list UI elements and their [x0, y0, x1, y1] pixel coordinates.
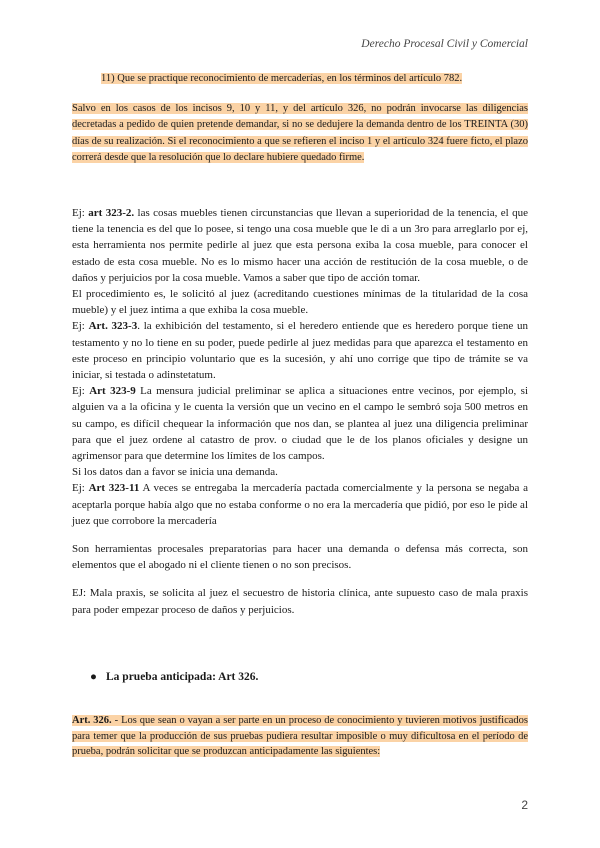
article-ref: Art 323-11: [88, 482, 140, 495]
salvo-paragraph: [72, 101, 528, 166]
paragraph-text: A veces se entregaba la mercadería pactada comercialmente y la persona se negaba a aceptarla porque había algo que no estaba conforme o no era la mercadería que pidió, por eso le pide al juez que corrobore la mercadería: [72, 482, 528, 527]
paragraph-mala-praxis: EJ: Mala praxis, se solicita al juez el secuestro de historia clínica, ante supuesto caso de mala praxis para poder empezar proceso de daños y perjuicios.: [72, 587, 528, 616]
paragraph-text: . la exhibición del testamento, si el heredero entiende que es heredero porque tiene un testamento y no lo tiene en su poder, puede pedirle al juez medidas para que aparezca el testamento en este proceso en principio voluntario que es la sucesión, y ahí uno corrige que tipo de trámite se va iniciar, si testada o adinstetatum.: [72, 320, 528, 382]
ej-prefix: Ej:: [72, 320, 89, 333]
paragraph-art-323-2: [72, 205, 528, 286]
ej-prefix: Ej:: [72, 482, 89, 495]
bullet-heading: [90, 671, 510, 683]
page-number: 2: [521, 798, 528, 812]
paragraph-art-323-11: [72, 480, 528, 529]
spacer: [72, 573, 528, 585]
art-326-highlight: [72, 715, 528, 757]
ej-prefix: Ej:: [72, 207, 89, 219]
article-ref: art 323-2.: [88, 207, 135, 219]
bullet-icon: ●: [90, 671, 97, 683]
article-ref: Art 323-9: [89, 385, 136, 398]
item-11-text: 11) Que se practique reconocimiento de mercaderías, en los términos del artículo 782.: [101, 73, 463, 84]
article-ref: Art. 323-3: [88, 320, 138, 333]
article-ref: Art. 326.: [72, 715, 112, 726]
paragraph-text: La mensura judicial preliminar se aplica a situaciones entre vecinos, por ejemplo, si alguien va a la oficina y le cuenta la versión que un vecino en el campo le sembró soja 500 metros en su campo, es difícil chequear la información que nos dan, se plantea al juez una diligencia preliminar para que el juez ordene al catastro de prov. o ciudad que le de los planos oficiales y designe un agrimensor para que determine los límites de los campos.: [72, 385, 528, 463]
art-326-text: - Los que sean o vayan a ser parte en un proceso de conocimiento y tuvieren motivos justificados para temer que la producción de sus pruebas pudiera resultar imposible o muy dificultosa en el período de prueba, podrán solicitar que se produzcan anticipadamente las siguientes:: [72, 715, 528, 757]
paragraph-procedimiento: El procedimiento es, le solicitó al juez (acreditando cuestiones mínimas de la titularidad de la cosa mueble) y el juez intima a que exhiba la cosa mueble.: [72, 288, 528, 317]
art-326-paragraph: [72, 713, 528, 760]
paragraph-art-323-9: [72, 383, 528, 464]
page-header: Derecho Procesal Civil y Comercial: [361, 38, 528, 50]
paragraph-art-323-3: [72, 318, 528, 383]
salvo-text: Salvo en los casos de los incisos 9, 10 y 11, y del artículo 326, no podrán invocarse las diligencias decretadas a pedido de quien pretende demandar, si no se dedujere la demanda dentro de los TREINTA (30) días de su realización. Si el reconocimiento a que se refieren el inciso 1 y el artículo 324 fuere ficto, el plazo correrá desde que la resolución que lo declare hubiere quedado firme.: [72, 103, 528, 163]
paragraph-demanda: Si los datos dan a favor se inicia una demanda.: [72, 466, 278, 479]
body-text: [72, 205, 528, 618]
paragraph-herramientas: Son herramientas procesales preparatorias para hacer una demanda o defensa más correcta, son elementos que el abogado ni el cliente tienen o no son precisos.: [72, 543, 528, 572]
paragraph-text: las cosas muebles tienen circunstancias que llevan a superioridad de la tenencia, el que tiene la tenencia es del que lo posee, si tengo una cosa mueble que le di a un 3ro para arreglarlo por ej, esta herramienta nos permite pedirle al juez que esta persona exiba la cosa mueble, para conocer el estado de esta cosa mueble. No es lo mismo hacer una acción de restitución de la cosa mueble, o de daños y perjuicios por la cosa mueble. Vamos a saber que tipo de acción tomar.: [72, 207, 528, 284]
ej-prefix: Ej:: [72, 385, 90, 398]
spacer: [72, 529, 528, 541]
bullet-text: La prueba anticipada: Art 326.: [106, 671, 259, 683]
item-11: [101, 72, 521, 86]
